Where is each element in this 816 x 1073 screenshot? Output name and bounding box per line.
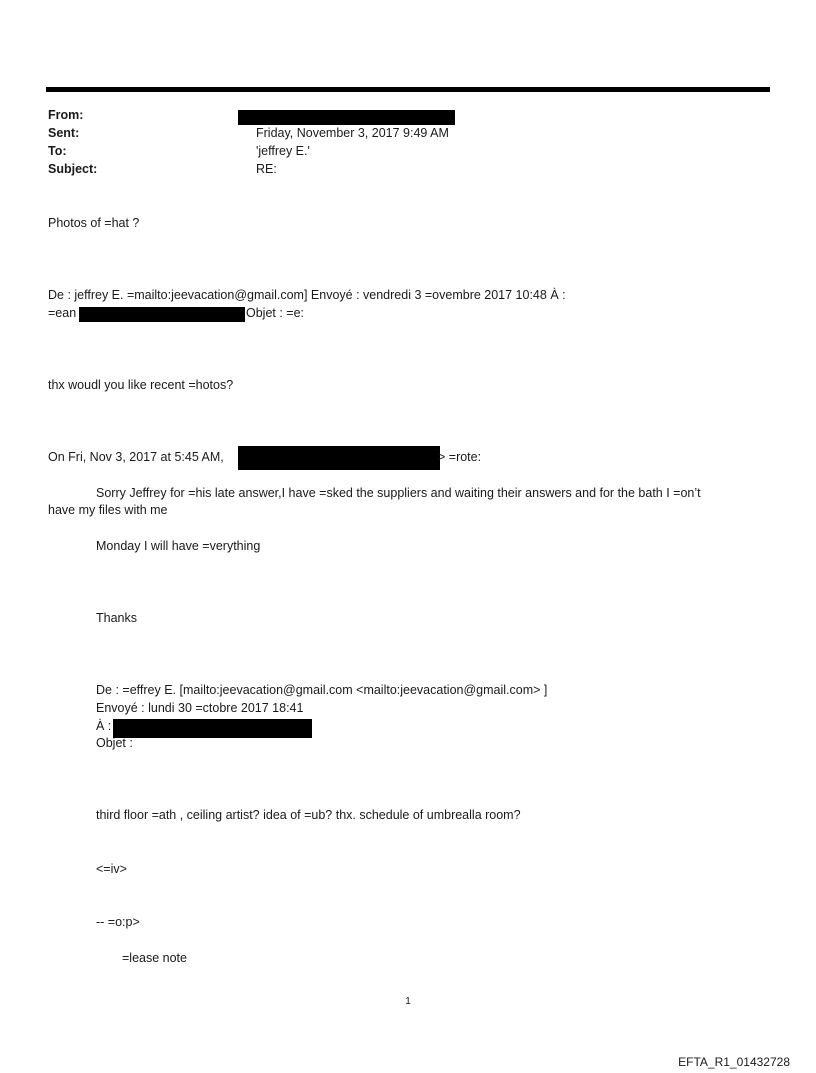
- redaction-onfri: [238, 446, 440, 470]
- to-label: To:: [48, 144, 67, 158]
- monday-text: Monday I will have =verything: [96, 539, 261, 553]
- thx-text: thx woudl you like recent =hotos?: [48, 378, 234, 392]
- header-divider: [46, 87, 770, 92]
- sent-value: Friday, November 3, 2017 9:49 AM: [256, 126, 449, 140]
- third-floor-text: third floor =ath , ceiling artist? idea of =ub? thx. schedule of umbrealla room?: [96, 808, 521, 822]
- sorry-text-line1: Sorry Jeffrey for =his late answer,I have =sked the suppliers and waiting their answers and for the bath I =on’t: [96, 486, 701, 500]
- quote1-header-line1: De : jeffrey E. =mailto:jeevacation@gmail.com] Envoyé : vendredi 3 =ovembre 2017 10:48 À :: [48, 288, 566, 302]
- thanks-text: Thanks: [96, 611, 137, 625]
- to-value: 'jeffrey E.': [256, 144, 310, 158]
- redaction-quote1: [79, 307, 245, 322]
- subject-label: Subject:: [48, 162, 98, 176]
- page-number: 1: [405, 996, 411, 1007]
- quote1-header-line2-start: =ean: [48, 306, 77, 320]
- a2-text: À :: [96, 719, 112, 733]
- document-id: EFTA_R1_01432728: [678, 1055, 790, 1069]
- from-label: From:: [48, 108, 84, 122]
- objet2-text: Objet :: [96, 736, 133, 750]
- lease-text: =lease note: [122, 951, 187, 965]
- sent-label: Sent:: [48, 126, 80, 140]
- quote1-header-line2-end: Objet : =e:: [246, 306, 305, 320]
- op-text: -- =o:p>: [96, 915, 140, 929]
- reply-text: Photos of =hat ?: [48, 216, 140, 230]
- div-text: <=iv>: [96, 862, 127, 876]
- de2-text: De : =effrey E. [mailto:jeevacation@gmail.com <mailto:jeevacation@gmail.com> ]: [96, 683, 548, 697]
- onfri-text-end: > =rote:: [438, 450, 482, 464]
- subject-value: RE:: [256, 162, 277, 176]
- redaction-from: [238, 110, 455, 125]
- redaction-a2: [113, 719, 312, 738]
- sorry-text-line2: have my files with me: [48, 503, 168, 517]
- envoye2-text: Envoyé : lundi 30 =ctobre 2017 18:41: [96, 701, 304, 715]
- onfri-text-start: On Fri, Nov 3, 2017 at 5:45 AM,: [48, 450, 224, 464]
